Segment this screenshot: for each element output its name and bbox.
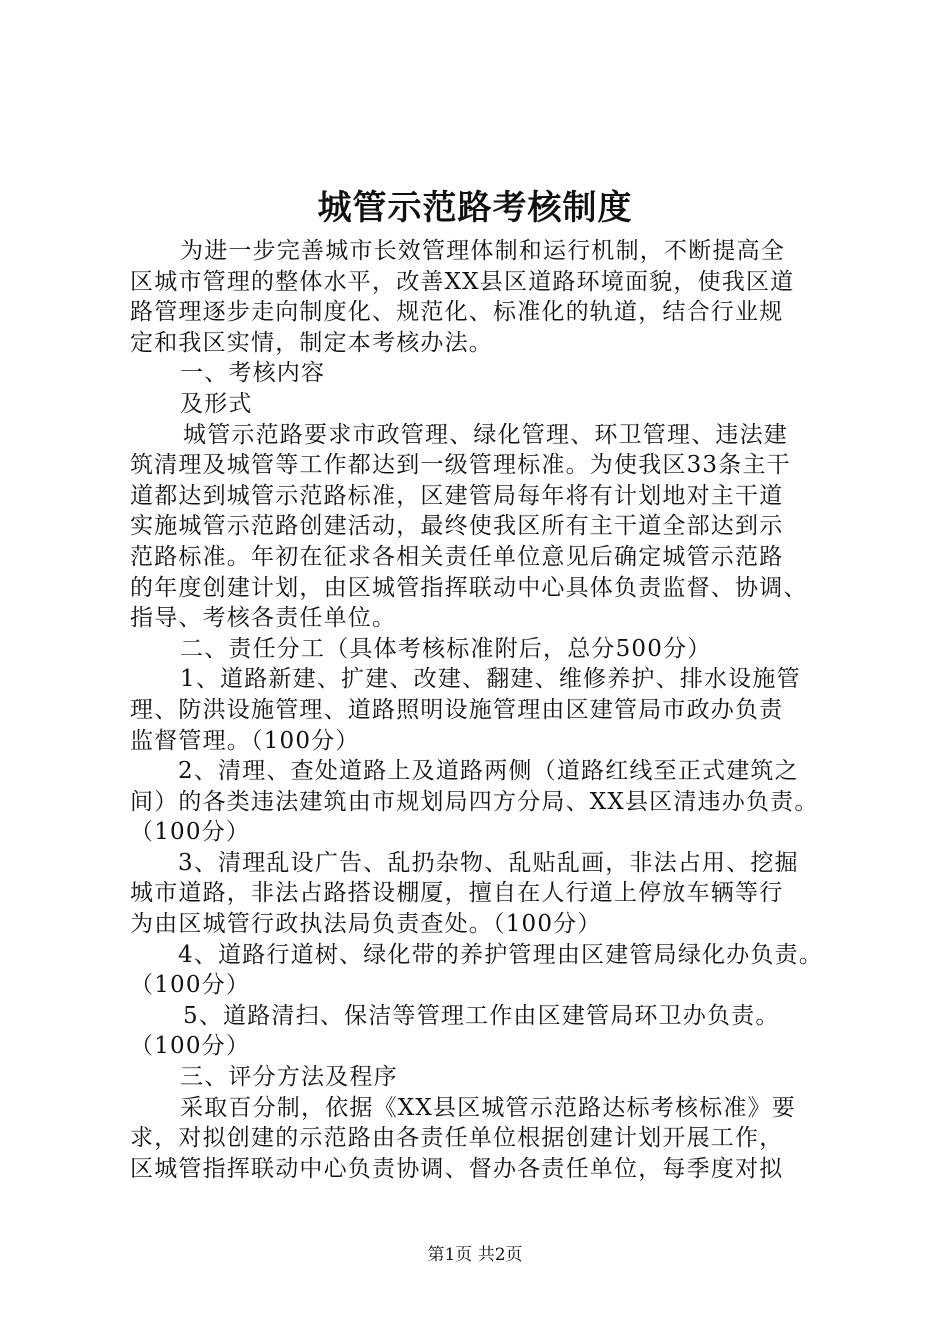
page-footer: 第1页 共2页 bbox=[427, 1245, 523, 1265]
text-line: （100分） bbox=[130, 1033, 251, 1060]
text-line: 求，对拟创建的示范路由各责任单位根据创建计划开展工作， bbox=[130, 1125, 784, 1152]
text-line: 道都达到城管示范路标准，区建管局每年将有计划地对主干道 bbox=[130, 482, 784, 509]
text-line: 的年度创建计划，由区城管指挥联动中心具体负责监督、协调、 bbox=[130, 574, 808, 601]
section-heading: 一、考核内容 bbox=[180, 360, 326, 387]
text-line: 定和我区实情，制定本考核办法。 bbox=[130, 329, 493, 356]
text-line: 4、道路行道树、绿化带的养护管理由区建管局绿化办负责。 bbox=[178, 941, 824, 968]
page-title: 城管示范路考核制度 bbox=[317, 188, 633, 228]
text-line: 城市道路，非法占路搭设棚厦，擅自在人行道上停放车辆等行 bbox=[130, 880, 784, 907]
text-line: 筑清理及城管等工作都达到一级管理标准。为使我区33条主干 bbox=[130, 452, 791, 479]
section-heading: 三、评分方法及程序 bbox=[180, 1064, 398, 1091]
text-line: 为进一步完善城市长效管理体制和运行机制，不断提高全 bbox=[180, 238, 785, 264]
text-line: 5、道路清扫、保洁等管理工作由区建管局环卫办负责。 bbox=[183, 1002, 780, 1029]
section-heading: 二、责任分工（具体考核标准附后，总分500分） bbox=[180, 635, 712, 662]
text-line: 城管示范路要求市政管理、绿化管理、环卫管理、违法建 bbox=[183, 421, 788, 448]
document-body bbox=[130, 236, 850, 1184]
text-line: 区城管指挥联动中心负责协调、督办各责任单位，每季度对拟 bbox=[130, 1155, 784, 1182]
text-line: 1、道路新建、扩建、改建、翻建、维修养护、排水设施管 bbox=[180, 666, 801, 693]
text-line: 2、清理、查处道路上及道路两侧（道路红线至正式建筑之 bbox=[178, 758, 799, 785]
section-heading-cont: 及形式 bbox=[180, 390, 253, 417]
text-line: 监督管理。（100分） bbox=[130, 727, 360, 754]
text-line: （100分） bbox=[130, 819, 251, 846]
text-line: 采取百分制，依据《XX县区城管示范路达标考核标准》要 bbox=[180, 1094, 796, 1121]
text-line: 间）的各类违法建筑由市规划局四方分局、XX县区清违办负责。 bbox=[130, 788, 819, 815]
text-line: 指导、考核各责任单位。 bbox=[130, 605, 397, 632]
text-line: 实施城管示范路创建活动，最终使我区所有主干道全部达到示 bbox=[130, 513, 784, 540]
text-line: 路管理逐步走向制度化、规范化、标准化的轨道，结合行业规 bbox=[130, 299, 784, 326]
text-line: 范路标准。年初在征求各相关责任单位意见后确定城管示范路 bbox=[130, 543, 784, 570]
text-line: 为由区城管行政执法局负责查处。（100分） bbox=[130, 911, 602, 938]
text-line: （100分） bbox=[130, 972, 251, 999]
text-line: 3、清理乱设广告、乱扔杂物、乱贴乱画，非法占用、挖掘 bbox=[178, 849, 799, 876]
text-line: 区城市管理的整体水平，改善XX县区道路环境面貌，使我区道 bbox=[130, 268, 795, 295]
text-line: 理、防洪设施管理、道路照明设施管理由区建管局市政办负责 bbox=[130, 696, 784, 723]
